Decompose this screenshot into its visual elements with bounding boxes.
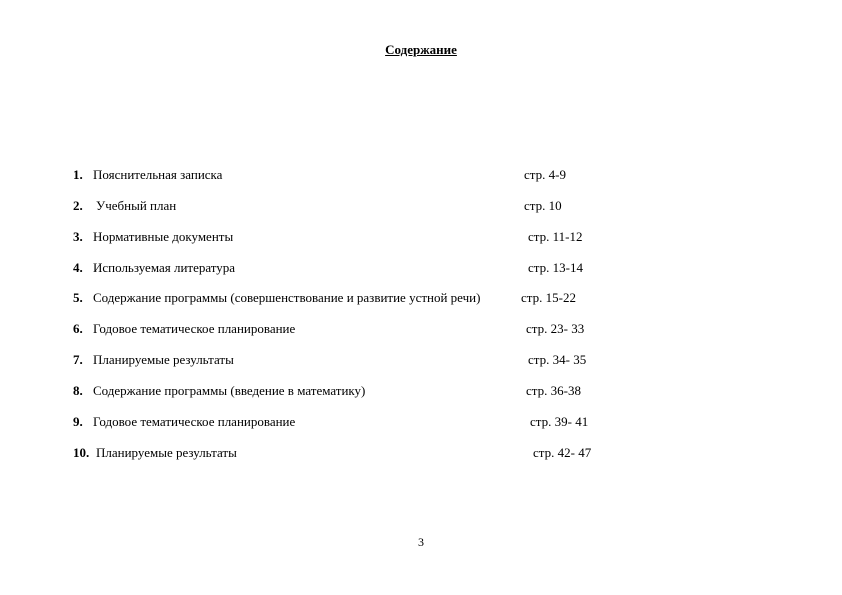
toc-item-number: 10. [73,445,90,460]
toc-item-page: стр. 39- 41 [530,414,589,429]
toc-item [0,228,842,246]
page-title: Содержание [385,42,457,57]
toc-item-title: Содержание программы (введение в математику) [93,383,366,398]
toc-item-page: стр. 23- 33 [526,321,585,336]
toc-item-title: Годовое тематическое планирование [93,321,296,336]
toc-item-number: 8. [73,383,83,398]
toc-item-number: 2. [73,198,83,213]
page-number: 3 [418,535,424,549]
toc-item-page: стр. 13-14 [528,260,583,275]
toc-item [0,444,842,462]
toc-item-page: стр. 4-9 [524,167,566,182]
toc-item-title: Содержание программы (совершенствование и развитие устной речи) [93,290,481,305]
toc-item-number: 3. [73,229,83,244]
toc-item-title: Планируемые результаты [96,445,237,460]
toc-item-title: Нормативные документы [93,229,234,244]
toc-item-number: 6. [73,321,83,336]
toc-item-number: 9. [73,414,83,429]
toc-item-title: Планируемые результаты [93,352,234,367]
toc-item [0,259,842,277]
toc-item-number: 1. [73,167,83,182]
toc-item-title: Годовое тематическое планирование [93,414,296,429]
toc-item [0,413,842,431]
toc-item-number: 4. [73,260,83,275]
toc-item-page: стр. 42- 47 [533,445,592,460]
toc-item-number: 5. [73,290,83,305]
toc-item-number: 7. [73,352,83,367]
toc-item-title: Используемая литература [93,260,236,275]
toc-item-page: стр. 34- 35 [528,352,587,367]
toc-item [0,382,842,400]
toc-item-title: Учебный план [96,198,177,213]
toc-item [0,351,842,369]
toc-item [0,197,842,215]
toc-item-page: стр. 15-22 [521,290,576,305]
toc-item [0,166,842,184]
toc-item-title: Пояснительная записка [93,167,223,182]
toc-item-page: стр. 36-38 [526,383,581,398]
toc-item-page: стр. 11-12 [528,229,583,244]
toc-item [0,320,842,338]
toc-item-page: стр. 10 [524,198,562,213]
toc-item [0,289,842,307]
